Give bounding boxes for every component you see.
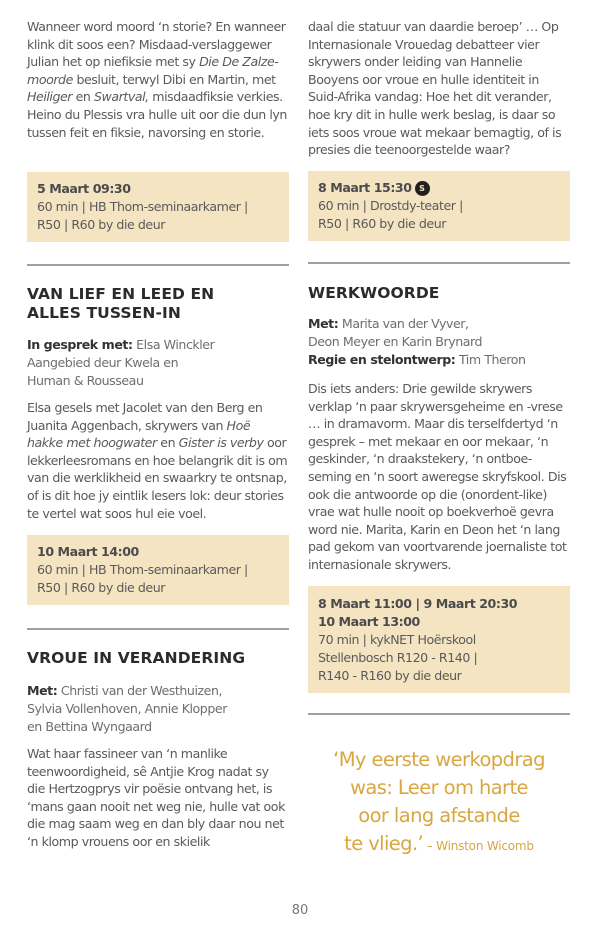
event-price: R50 | R60 by die deur bbox=[37, 217, 165, 232]
text-run: en bbox=[72, 89, 94, 105]
event-price: R140 - R160 by die deur bbox=[318, 668, 462, 683]
event-venue: 70 min | kykNET Hoërskool bbox=[318, 632, 476, 647]
event-title-line: VAN LIEF EN LEED EN bbox=[27, 285, 215, 303]
divider bbox=[27, 264, 289, 266]
left-intro-paragraph bbox=[27, 18, 289, 141]
right-intro-paragraph: daal die statuur van daardie beroep’ … Op Internasionale Vrouedag debatteer vier skrywers onder leiding van Hannelie Booyens oor vroue en hulle identiteit in Suid-Afrika vandag: Hoe het dit verander, hoe kry dit in hulle werk beslag, is daar so iets soos vroue wat mekaar bemagtig, of is presies die teenoorgestelde waar? bbox=[308, 19, 562, 158]
text-run: Elsa gesels met Jacolet van den Berg en Juanita Aggenbach, skrywers van bbox=[27, 400, 263, 433]
quote-text: te vlieg.’ bbox=[344, 832, 424, 855]
text-run: oor lekkerleesromans en hoe belangrik dit is om van die werklikheid en swaarkry te ontsnap, of is dit hoe jy eintlik lesers lok: deur stories te vertel wat soos hul eie voel. bbox=[27, 435, 288, 521]
participants-value: Christi van der Westhuizen, bbox=[57, 683, 223, 698]
event-info-box bbox=[27, 172, 289, 242]
event-venue: 60 min | HB Thom-seminaarkamer | bbox=[37, 562, 248, 577]
text-run: besluit, terwyl Dibi en Martin, met bbox=[72, 71, 276, 87]
event-participants bbox=[27, 336, 289, 390]
title-italic: Swartval, bbox=[93, 89, 149, 105]
event-description: Dis iets anders: Drie gewilde skrywers verklap ‘n paar skrywersgeheime en -vrese … in dramavorm. Maar dis terselfdertyd ‘n gesprek – met mekaar en oor mekaar, ‘n geskinder, ‘n draakstekery, ‘n ontboe-seming en ‘n soort aweregse skryfskool. Dis ook die antwoorde op die (onordent-like) vrae wat hulle nooit op boekverhoë gevra word nie. Marita, Karin en Deon het ‘n lang pad gekom van voortvarende joernaliste tot internasionale skrywers. bbox=[308, 381, 567, 572]
event-price: R50 | R60 by die deur bbox=[37, 580, 165, 595]
quote-line: oor lang afstande bbox=[358, 804, 520, 827]
participants-value: Marita van der Vyver, bbox=[338, 316, 469, 331]
event-participants bbox=[308, 315, 570, 369]
event-venue: 60 min | Drostdy-teater | bbox=[318, 198, 463, 213]
participants-line: en Bettina Wyngaard bbox=[27, 719, 152, 734]
event-participants bbox=[27, 682, 289, 736]
event-datetime: 10 Maart 14:00 bbox=[37, 544, 139, 559]
director-label: Regie en stelontwerp: bbox=[308, 352, 456, 367]
event-info-box bbox=[27, 535, 289, 605]
pull-quote bbox=[308, 746, 570, 860]
event-price: R50 | R60 by die deur bbox=[318, 216, 446, 231]
quote-attribution: – Winston Wicomb bbox=[423, 839, 534, 853]
presenter-line: Human & Rousseau bbox=[27, 373, 144, 388]
event-title-line: ALLES TUSSEN-IN bbox=[27, 304, 181, 322]
participants-label: In gesprek met: bbox=[27, 337, 133, 352]
title-italic: Hoë hakke met hoogwater bbox=[27, 417, 251, 451]
event-info-box bbox=[308, 586, 570, 693]
event-description bbox=[27, 399, 289, 522]
event-datetime bbox=[318, 179, 560, 197]
participants-label: Met: bbox=[308, 316, 339, 331]
quote-line: was: Leer om harte bbox=[350, 776, 528, 799]
event-title bbox=[27, 285, 289, 323]
divider bbox=[27, 628, 289, 630]
director-value: Tim Theron bbox=[455, 352, 526, 367]
presenter-line: Aangebied deur Kwela en bbox=[27, 355, 179, 370]
quote-line bbox=[308, 830, 570, 860]
event-datetime: 10 Maart 13:00 bbox=[318, 614, 420, 629]
title-italic: Gister is verby bbox=[178, 435, 264, 451]
participants-value: Elsa Winckler bbox=[132, 337, 215, 352]
title-italic: Heiliger bbox=[27, 89, 73, 105]
text-run: en bbox=[156, 435, 179, 451]
participants-line: Deon Meyer en Karin Brynard bbox=[308, 334, 483, 349]
event-datetime-text: 8 Maart 15:30 bbox=[318, 180, 412, 195]
event-info-box bbox=[308, 171, 570, 241]
event-venue: Stellenbosch R120 - R140 | bbox=[318, 650, 478, 665]
event-description: Wat haar fassineer van ‘n manlike teenwoordigheid, sê Antjie Krog nadat sy die Hertzogprys vir poësie ontvang het, is ‘mans gaan nooit net weg nie, hulle vat ook die mag saam weg en dan bly daar nou net ‘n klomp vrouens oor en skielik bbox=[27, 746, 285, 849]
participants-line: Sylvia Vollenhoven, Annie Klopper bbox=[27, 701, 227, 716]
event-title: VROUE IN VERANDERING bbox=[27, 649, 246, 667]
quote-line: ‘My eerste werkopdrag bbox=[333, 748, 545, 771]
event-datetime: 8 Maart 11:00 | 9 Maart 20:30 bbox=[318, 596, 518, 611]
event-venue: 60 min | HB Thom-seminaarkamer | bbox=[37, 199, 248, 214]
divider bbox=[308, 262, 570, 264]
event-title: WERKWOORDE bbox=[308, 284, 440, 302]
text-run: Wanneer word moord ‘n storie? En wanneer klink dit soos een? Misdaad-verslaggewer Julian het op niefiksie met sy bbox=[27, 19, 286, 70]
text-run: misdaadfiksie verkies. Heino du Plessis vra hulle uit oor die dun lyn tussen feit en fiksie, navorsing en storie. bbox=[27, 89, 287, 140]
s-badge-icon: S bbox=[415, 181, 430, 196]
event-datetime: 5 Maart 09:30 bbox=[37, 181, 131, 196]
divider bbox=[308, 713, 570, 715]
participants-label: Met: bbox=[27, 683, 58, 698]
title-italic: Die De Zalze-moorde bbox=[27, 54, 279, 87]
page-number: 80 bbox=[291, 903, 309, 918]
